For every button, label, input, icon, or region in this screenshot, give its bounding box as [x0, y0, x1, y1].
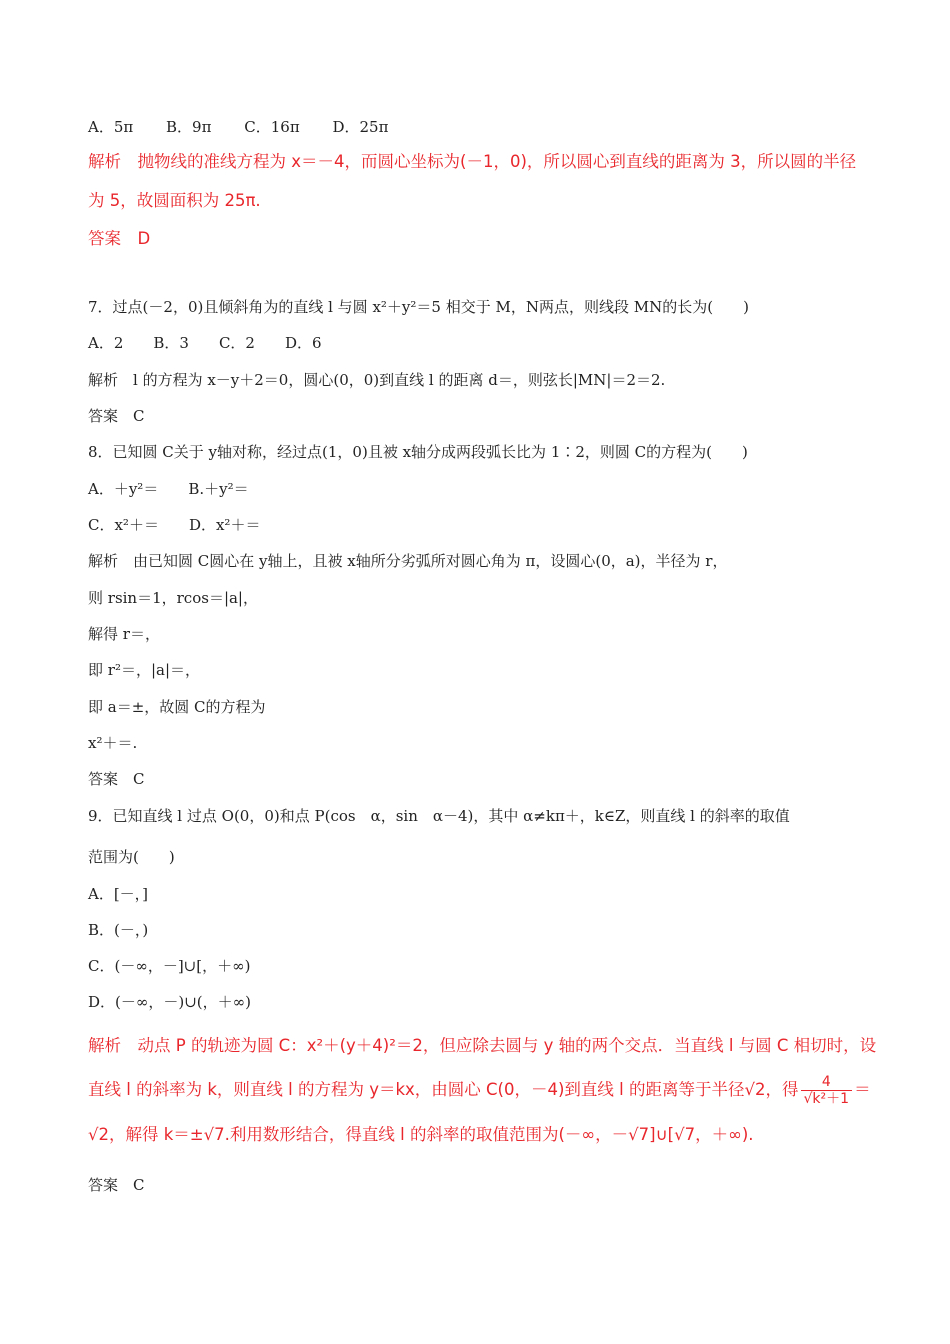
q8-analysis-line-4: 即 r²＝，|a|＝， [88, 661, 201, 679]
q9-answer: 答案 C [88, 1176, 145, 1194]
q8-analysis-line-1: 解析 由已知圆 C圆心在 y轴上，且被 x轴所分劣弧所对圆心角为 π，设圆心(0，a)，半径为 r， [88, 552, 728, 570]
q7-options: A．2 B．3 C．2 D．6 [88, 334, 322, 352]
fraction-denominator: √k²＋1 [803, 1091, 850, 1107]
distance-fraction [801, 1074, 853, 1107]
q7-question: 7．过点(－2，0)且倾斜角为的直线 l 与圆 x²＋y²＝5 相交于 M，N两点，则线段 MN的长为( ) [88, 298, 749, 316]
q7-answer: 答案 C [88, 407, 145, 425]
q6-option-d: D．25π [332, 118, 389, 136]
q8-question: 8．已知圆 C关于 y轴对称，经过点(1，0)且被 x轴分成两段弧长比为 1∶2，则圆 C的方程为( ) [88, 443, 748, 461]
q8-analysis-line-6: x²＋＝. [88, 734, 138, 752]
q6-answer: 答案 D [88, 229, 151, 248]
q9-option-c: C．(－∞，－]∪[，＋∞) [88, 957, 251, 975]
q8-analysis-line-2: 则 rsin＝1，rcos＝|a|， [88, 589, 258, 607]
q8-analysis-line-3: 解得 r＝， [88, 625, 160, 643]
q6-option-b: B．9π [166, 118, 212, 136]
q9-option-d: D．(－∞，－)∪(，＋∞) [88, 993, 251, 1011]
q8-analysis-line-5: 即 a＝±，故圆 C的方程为 [88, 698, 266, 716]
q8-answer: 答案 C [88, 770, 145, 788]
fraction-numerator: 4 [801, 1074, 853, 1091]
q9-question-line-1: 9．已知直线 l 过点 O(0，0)和点 P(cos α，sin α－4)，其中 α≠kπ＋，k∈Z，则直线 l 的斜率的取值 [88, 807, 790, 825]
q9-option-b: B．(－，) [88, 921, 149, 939]
q6-options [88, 117, 416, 137]
q9-analysis-line-2 [88, 1070, 871, 1110]
q6-option-a: A．5π [88, 118, 134, 136]
q9-question-line-2: 范围为( ) [88, 848, 175, 866]
q9-analysis-line-2-text: 直线 l 的斜率为 k，则直线 l 的方程为 y＝kx，由圆心 C(0，－4)到直线 l 的距离等于半径√2，得 [88, 1080, 799, 1099]
q9-analysis-line-3: √2，解得 k＝±√7.利用数形结合，得直线 l 的斜率的取值范围为(－∞，－√7]∪[√7，＋∞). [88, 1125, 754, 1144]
q7-analysis: 解析 l 的方程为 x－y＋2＝0，圆心(0，0)到直线 l 的距离 d＝，则弦长|MN|＝2＝2. [88, 371, 666, 389]
q9-analysis-line-1: 解析 动点 P 的轨迹为圆 C：x²＋(y＋4)²＝2，但应除去圆与 y 轴的两个交点．当直线 l 与圆 C 相切时，设 [88, 1036, 877, 1055]
q8-options-ab: A．＋y²＝ B.＋y²＝ [88, 480, 249, 498]
q6-option-c: C．16π [244, 118, 300, 136]
q8-options-cd: C．x²＋＝ D．x²＋＝ [88, 516, 261, 534]
q9-analysis-line-2-equals: ＝ [854, 1080, 871, 1099]
q6-analysis-line-2: 为 5，故圆面积为 25π. [88, 191, 261, 210]
q9-option-a: A．[－，] [88, 885, 149, 903]
q6-analysis-line-1: 解析 抛物线的准线方程为 x＝－4，而圆心坐标为(－1，0)，所以圆心到直线的距离为 3，所以圆的半径 [88, 152, 857, 171]
